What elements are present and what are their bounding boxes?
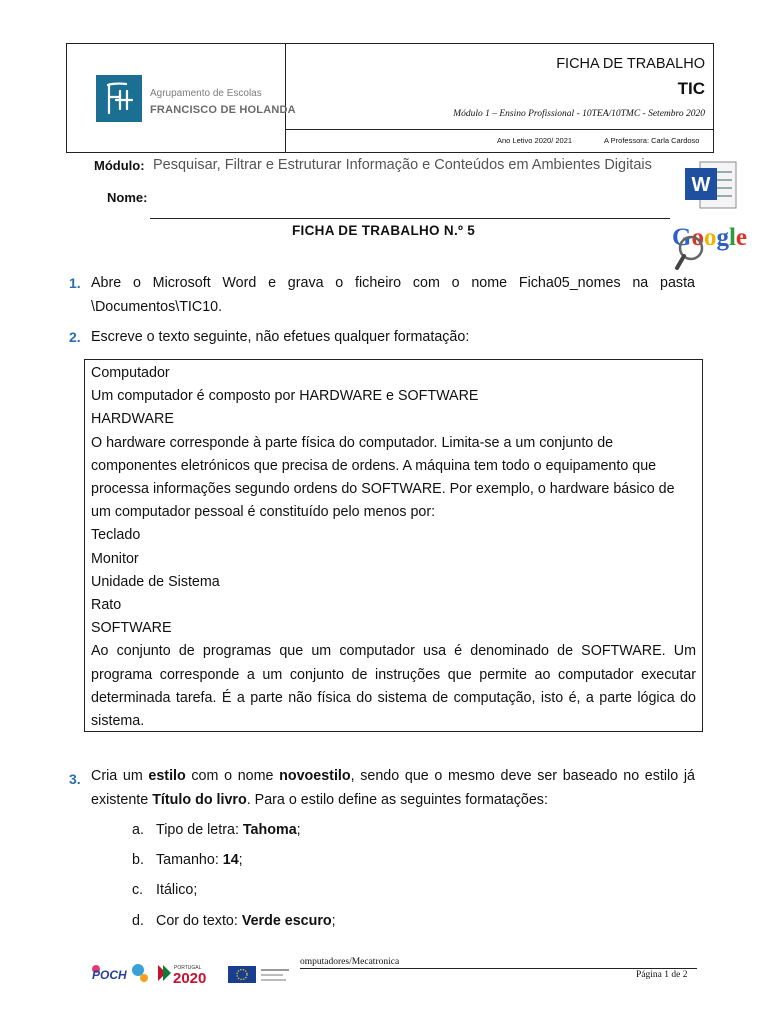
google-logo-icon <box>669 218 759 272</box>
svg-text:W: W <box>691 174 711 196</box>
eu-flag-icon <box>228 964 292 984</box>
subitem-text: Tipo de letra: <box>156 822 243 838</box>
school-year: Ano Letivo 2020/ 2021 <box>497 136 573 145</box>
page-number: Página 1 de 2 <box>636 970 688 980</box>
textbox-item: Rato <box>91 597 122 614</box>
subitem-end: ; <box>238 852 243 868</box>
question-2-number: 2. <box>69 329 81 345</box>
subitem-d <box>156 913 336 929</box>
subitem-letter: d. <box>132 913 144 929</box>
textbox-item: Monitor <box>91 550 139 567</box>
subitem-a <box>156 822 301 838</box>
q3-text-part: , sendo que o mesmo deve ser baseado no estilo já existente <box>91 768 695 808</box>
q3-bold-estilo: estilo <box>148 768 186 784</box>
sheet-title: FICHA DE TRABALHO <box>556 56 705 72</box>
textbox-item: Teclado <box>91 527 141 544</box>
module-info: Módulo 1 – Ensino Profissional - 10TEA/10TMC - Setembro 2020 <box>453 109 705 119</box>
word-logo-icon <box>682 158 740 214</box>
school-name-line1: Agrupamento de Escolas <box>150 88 262 99</box>
portugal-2020-text: 2020 <box>173 970 207 985</box>
nome-label: Nome: <box>107 190 148 205</box>
q3-bold-titulo: Título do livro <box>152 791 247 808</box>
textbox-item: Unidade de Sistema <box>91 573 220 590</box>
subitem-end: ; <box>331 913 336 929</box>
question-2-text: Escreve o texto seguinte, não efetues qualquer formatação: <box>91 329 470 345</box>
portugal-2020-logo-icon <box>156 961 220 985</box>
q3-text-part: com o nome <box>185 768 280 784</box>
school-name-line2: FRANCISCO DE HOLANDA <box>150 104 296 116</box>
q3-bold-novoestilo: novoestilo <box>279 768 351 784</box>
subitem-end: ; <box>296 822 301 838</box>
question-3-text <box>91 765 695 812</box>
textbox-paragraph-software: Ao conjunto de programas que um computador usa é denominado de SOFTWARE. Um programa corresponde a um conjunto de instruções que permite ao computador executar determinada tarefa. É a parte não física do sistema de computação, isto é, a parte lógica do sistema. <box>91 643 696 730</box>
textbox-paragraph-hardware: O hardware corresponde à parte física do computador. Limita-se a um conjunto de componentes eletrónicos que precisa de ordens. A máquina tem todo o equipamento que processa informações segundo ordens do SOFTWARE. Por exemplo, o hardware básico de um computador pessoal é constituído pelo menos por: <box>91 434 675 521</box>
subitem-b <box>156 852 243 868</box>
textbox-line: Um computador é composto por HARDWARE e SOFTWARE <box>91 388 479 405</box>
subitem-text: Cor do texto: <box>156 913 242 929</box>
q3-text-part: Cria um <box>91 768 149 784</box>
poch-logo-icon <box>88 960 150 986</box>
subject-title: TIC <box>677 79 705 98</box>
svg-text:Google: Google <box>672 224 748 251</box>
header-divider-vertical <box>285 44 286 152</box>
footer-course: omputadores/Mecatronica <box>300 957 400 967</box>
modulo-label: Módulo: <box>94 158 145 173</box>
subitem-c <box>156 882 197 898</box>
subitem-bold: Verde escuro <box>241 913 332 929</box>
footer-line <box>300 968 697 969</box>
q3-text-part: . Para o estilo define as seguintes formatações: <box>246 791 548 808</box>
subitem-letter: a. <box>132 822 144 838</box>
question-1-number: 1. <box>69 275 81 291</box>
text-to-type-box <box>84 359 703 732</box>
poch-text: POCH <box>92 968 127 982</box>
textbox-line: Computador <box>91 365 170 381</box>
nome-line <box>150 218 670 219</box>
textbox-line: HARDWARE <box>91 411 174 428</box>
subitem-bold: Tahoma <box>242 822 297 838</box>
header-box <box>66 43 714 153</box>
subitem-letter: b. <box>132 852 144 868</box>
question-1-text: Abre o Microsoft Word e grava o ficheiro com o nome Ficha05_nomes na pasta \Documentos\TIC10. <box>91 275 695 315</box>
portugal-small-text: PORTUGAL <box>174 965 202 971</box>
worksheet-number: FICHA DE TRABALHO N.º 5 <box>292 223 476 238</box>
question-3-number: 3. <box>69 771 81 787</box>
subitem-letter: c. <box>132 882 144 898</box>
school-logo-icon <box>96 75 142 122</box>
subitem-bold: 14 <box>222 852 239 868</box>
modulo-value: Pesquisar, Filtrar e Estruturar Informação e Conteúdos em Ambientes Digitais <box>153 157 652 173</box>
subitem-text: Tamanho: <box>156 852 223 868</box>
header-divider-horizontal <box>285 129 713 130</box>
teacher-name: A Professora: Carla Cardoso <box>604 136 700 145</box>
textbox-item: SOFTWARE <box>91 620 172 637</box>
subitem-text: Itálico; <box>156 882 198 898</box>
